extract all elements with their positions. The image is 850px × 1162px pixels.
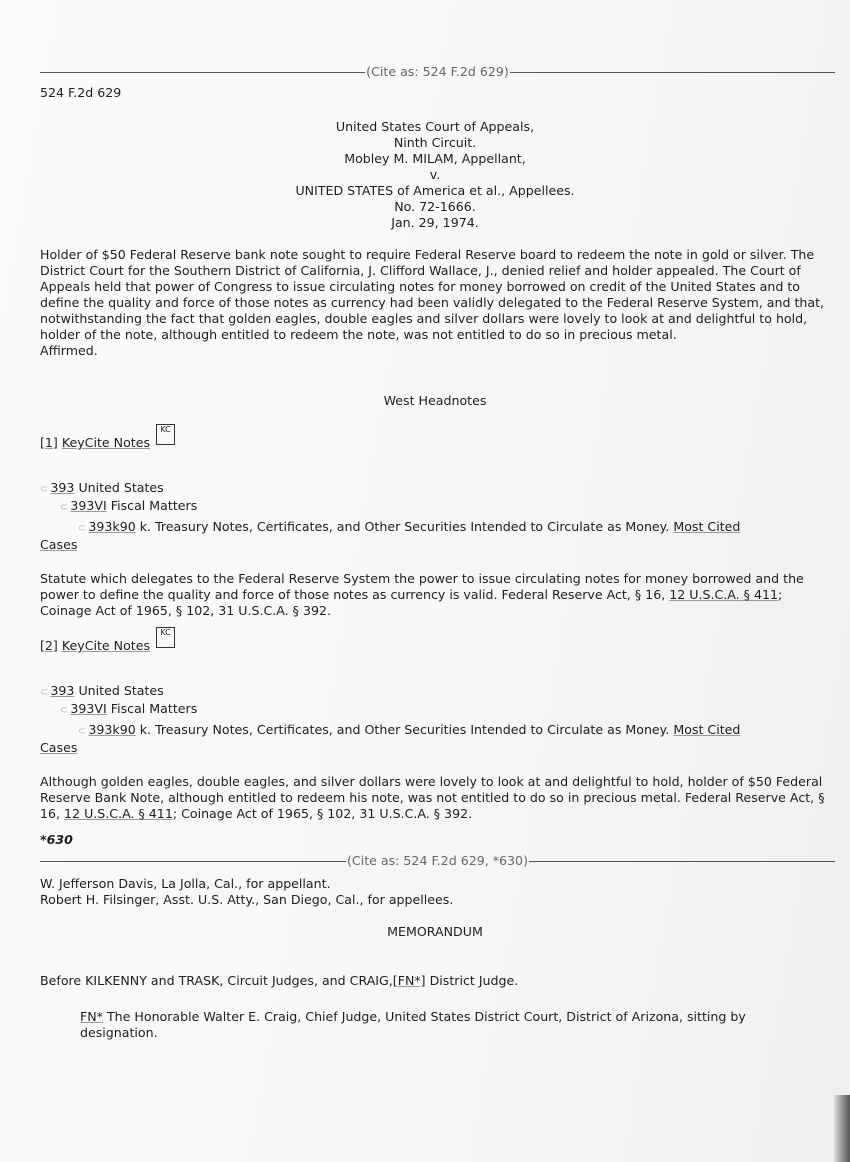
- topic-link[interactable]: 393: [50, 683, 75, 698]
- subtopic-label: Fiscal Matters: [110, 498, 198, 513]
- subtopic-link[interactable]: 393VI: [70, 498, 107, 513]
- headnote-text-a: Statute which delegates to the Federal Reserve System the power to issue circulating notes for money borrowed and the power to define the quality and force of those notes as currency is valid. Federal Reserve Act, § 16,: [40, 571, 804, 602]
- topic-label: United States: [78, 480, 164, 495]
- footnote-text: The Honorable Walter E. Craig, Chief Judge, United States District Court, District of Arizona, sitting by designation.: [80, 1009, 746, 1040]
- headnote-1: [40, 425, 832, 619]
- keycite-notes-link[interactable]: KeyCite Notes: [61, 435, 151, 450]
- statute-link[interactable]: 12 U.S.C.A. § 411: [669, 587, 778, 602]
- headnote-number[interactable]: [2]: [40, 638, 58, 653]
- keycite-icon[interactable]: KC: [156, 627, 175, 648]
- key-label: k. Treasury Notes, Certificates, and Other Securities Intended to Circulate as Money.: [139, 722, 670, 737]
- keycite-notes-link[interactable]: KeyCite Notes: [61, 638, 151, 653]
- synopsis: [40, 247, 832, 359]
- headnote-text: [40, 571, 832, 619]
- court: United States Court of Appeals,: [335, 119, 535, 134]
- subtopic-link[interactable]: 393VI: [70, 701, 107, 716]
- key-arrow-icon: ⊂: [40, 687, 49, 698]
- cases-link[interactable]: Cases: [40, 537, 78, 552]
- key-arrow-icon: ⊂: [40, 484, 49, 495]
- circuit: Ninth Circuit.: [393, 135, 477, 150]
- keycite-icon[interactable]: KC: [156, 424, 175, 445]
- headnote-2: [40, 628, 832, 822]
- subtopic-label: Fiscal Matters: [110, 701, 198, 716]
- key-arrow-icon: ⊂: [60, 705, 69, 716]
- divider: [510, 72, 835, 73]
- star-page: *630: [40, 832, 73, 847]
- divider: [529, 861, 835, 862]
- key-arrow-icon: ⊂: [78, 726, 87, 737]
- scan-edge-shadow: [834, 1095, 850, 1162]
- cite-rule-page: [40, 853, 835, 869]
- counsel: [40, 876, 832, 908]
- disposition: Affirmed.: [40, 343, 98, 358]
- cases-link[interactable]: Cases: [40, 740, 78, 755]
- key-number-link[interactable]: 393k90: [88, 519, 136, 534]
- most-cited-link[interactable]: Most Cited: [673, 519, 741, 534]
- statute-link[interactable]: 12 U.S.C.A. § 411: [64, 806, 173, 821]
- footnote-ref-link[interactable]: FN*: [80, 1009, 103, 1024]
- key-arrow-icon: ⊂: [60, 502, 69, 513]
- most-cited-link[interactable]: Most Cited: [673, 722, 741, 737]
- case-caption: [40, 119, 830, 231]
- panel-text: Before KILKENNY and TRASK, Circuit Judges, and CRAIG,: [40, 973, 393, 988]
- versus: v.: [429, 167, 441, 182]
- divider: [40, 861, 346, 862]
- headnote-text-b: ; Coinage Act of 1965, § 102, 31 U.S.C.A. § 392.: [172, 806, 473, 821]
- headnote-text-b: ; Coinage Act of 1965, § 102, 31 U.S.C.A. § 392.: [40, 587, 783, 618]
- panel-text-end: District Judge.: [425, 973, 519, 988]
- divider: [40, 72, 365, 73]
- synopsis-text: Holder of $50 Federal Reserve bank note sought to require Federal Reserve board to redeem the note in gold or silver. The District Court for the Southern District of California, J. Clifford Wallace, J., denied relief and holder appealed. The Court of Appeals held that power of Congress to issue circulating notes for money borrowed on credit of the United States and to define the quality and force of those notes as currency had been validly delegated to the Federal Reserve System, and that, notwithstanding the fact that golden eagles, double eagles and silver dollars were lovely to look at and delightful to hold, holder of the note, although entitled to redeem the note, was not entitled to do so in precious metal.: [40, 247, 825, 342]
- west-headnotes-heading: West Headnotes: [383, 393, 487, 408]
- topic-label: United States: [78, 683, 164, 698]
- appellant-counsel: W. Jefferson Davis, La Jolla, Cal., for appellant.: [40, 876, 331, 891]
- headnote-text: [40, 774, 832, 822]
- citation: 524 F.2d 629: [40, 85, 122, 100]
- appellee-counsel: Robert H. Filsinger, Asst. U.S. Atty., San Diego, Cal., for appellees.: [40, 892, 454, 907]
- cite-as: (Cite as: 524 F.2d 629, *630): [347, 853, 528, 868]
- appellant: Mobley M. MILAM, Appellant,: [344, 151, 526, 166]
- footnote: [80, 1009, 790, 1041]
- key-label: k. Treasury Notes, Certificates, and Other Securities Intended to Circulate as Money.: [139, 519, 670, 534]
- memorandum-heading: MEMORANDUM: [387, 924, 483, 939]
- headnote-number[interactable]: [1]: [40, 435, 58, 450]
- headnote-text-a: Although golden eagles, double eagles, and silver dollars were lovely to look at and delightful to hold, holder of $50 Federal Reserve Bank Note, although entitled to redeem his note, was not entitled to do so in precious metal. Federal Reserve Act, § 16,: [40, 774, 825, 821]
- footnote-link[interactable]: [FN*]: [392, 973, 426, 988]
- topic-link[interactable]: 393: [50, 480, 75, 495]
- cite-as: (Cite as: 524 F.2d 629): [366, 64, 509, 79]
- cite-rule-top: [40, 64, 835, 80]
- key-arrow-icon: ⊂: [78, 523, 87, 534]
- panel: [40, 973, 832, 989]
- key-number-link[interactable]: 393k90: [88, 722, 136, 737]
- appellees: UNITED STATES of America et al., Appellees.: [295, 183, 575, 198]
- docket-number: No. 72-1666.: [394, 199, 476, 214]
- decision-date: Jan. 29, 1974.: [391, 215, 479, 230]
